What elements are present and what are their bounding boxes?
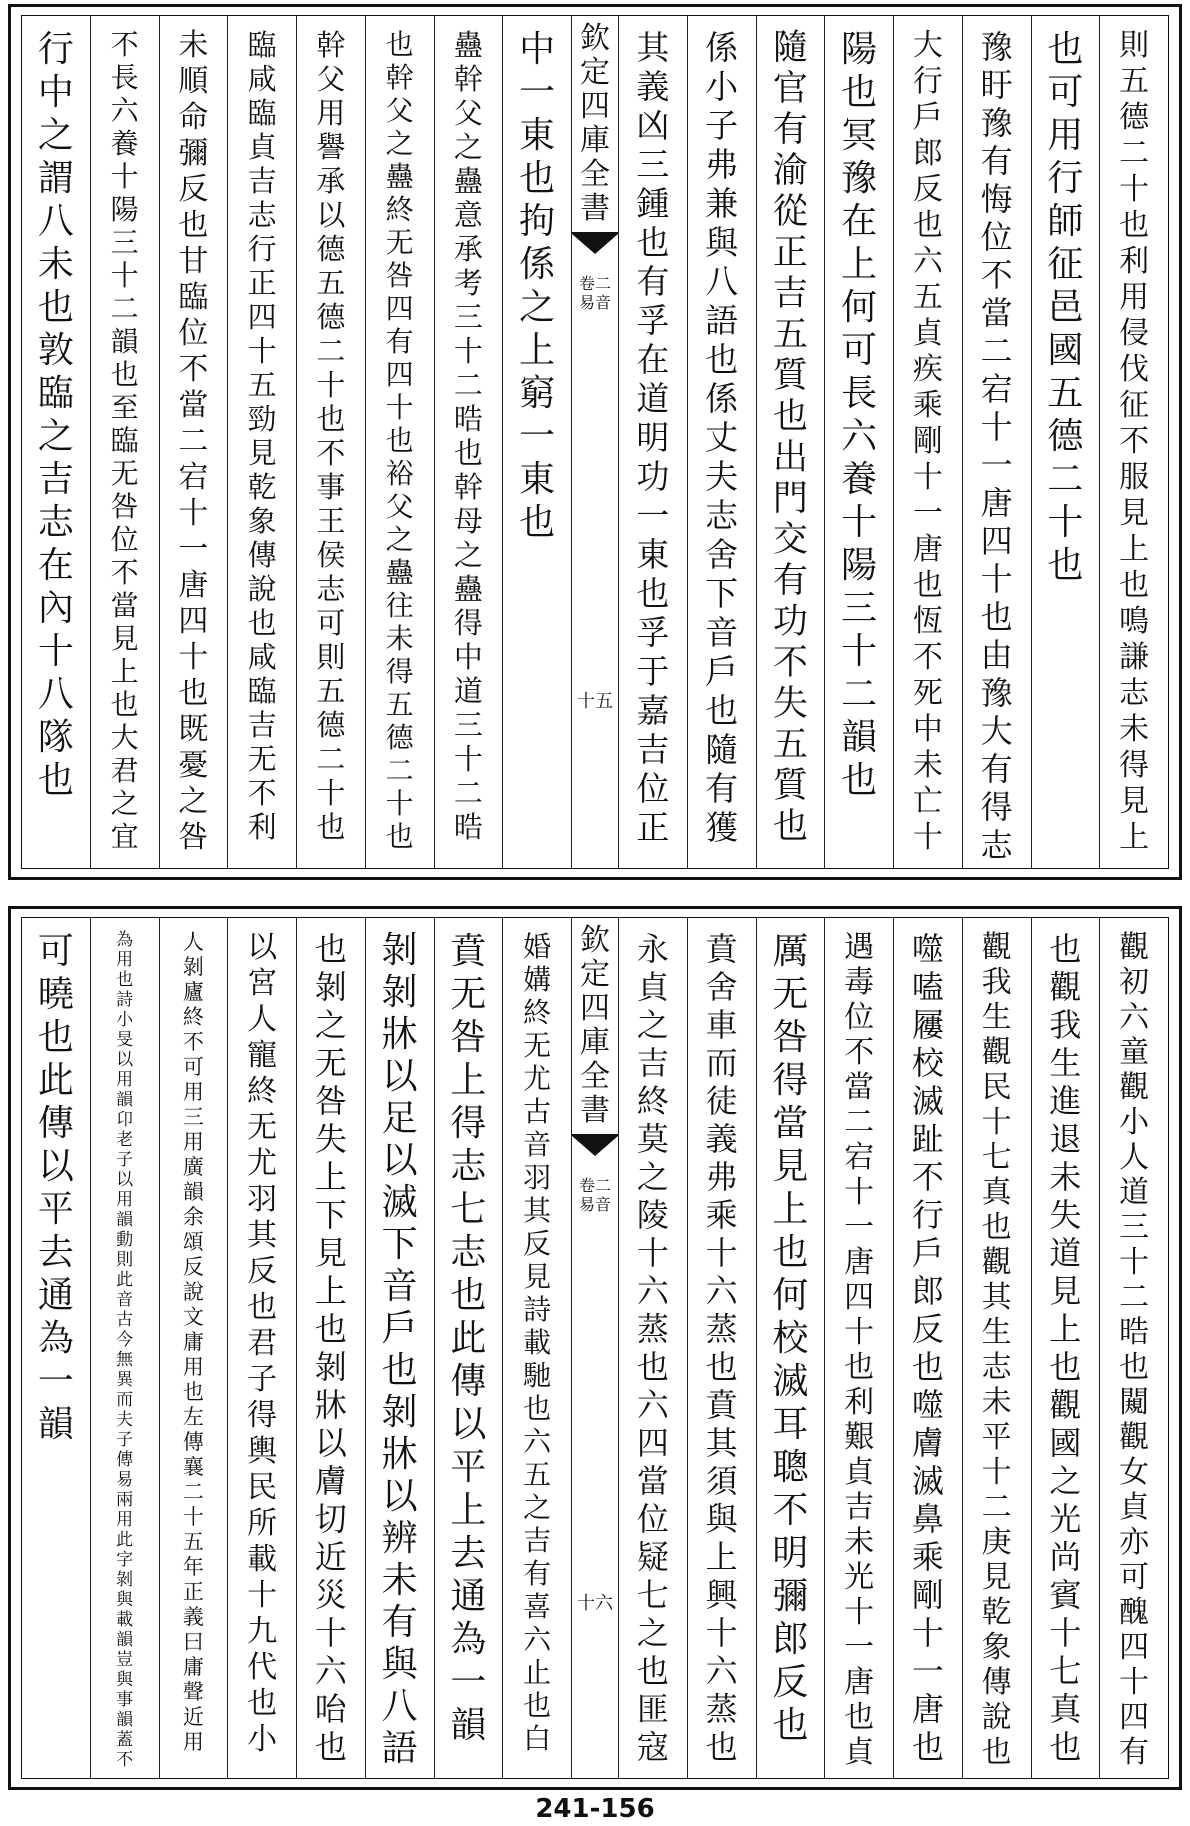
center-banner (571, 16, 618, 868)
banner-volume: 卷二易音 (578, 1176, 612, 1214)
text-column: 剝 剝 牀 以 足 以 滅 下 音 戶 也 剝 牀 以 辨 未 有 與 八 語 (365, 918, 434, 1778)
top-page (8, 4, 1182, 880)
text-column: 遇 毒 位 不 當 二 宕 十 一 唐 四 十 也 利 艱 貞 吉 未 光 十 一 唐 也 貞 (824, 918, 893, 1778)
text-column: 賁 无 咎 上 得 志 七 志 也 此 傳 以 平 上 去 通 為 一 韻 (434, 918, 503, 1778)
fish-tail-mark-icon (572, 1136, 618, 1156)
text-column: 人 剝 廬 終 不 可 用 三 用 廣 韻 余 頌 反 說 文 庸 用 也 左 傳 襄 二 十 五 年 正 義 曰 庸 聲 近 用 (159, 918, 228, 1778)
text-column: 大 行 戶 郎 反 也 六 五 貞 疾 乘 剛 十 一 唐 也 恆 不 死 中 未 亡 十 (893, 16, 962, 868)
text-column: 厲 无 咎 得 當 見 上 也 何 校 滅 耳 聰 不 明 彌 郎 反 也 (756, 918, 825, 1778)
text-column: 也 剝 之 无 咎 失 上 下 見 上 也 剝 牀 以 膚 切 近 災 十 六 咍 也 (296, 918, 365, 1778)
banner-title: 欽定四庫全書 (572, 16, 618, 234)
fish-tail-mark-icon (572, 234, 618, 254)
text-column: 陽 也 冥 豫 在 上 何 可 長 六 養 十 陽 三 十 二 韻 也 (824, 16, 893, 868)
text-column: 可 曉 也 此 傳 以 平 去 通 為 一 韻 (37, 931, 74, 1445)
text-column: 以 宮 人 寵 終 无 尤 羽 其 反 也 君 子 得 輿 民 所 載 十 九 代 也 小 (227, 918, 296, 1778)
text-column: 未 順 命 彌 反 也 甘 臨 位 不 當 二 宕 十 一 唐 四 十 也 既 憂 之 咎 (159, 16, 228, 868)
center-banner (571, 918, 618, 1778)
text-column: 行 中 之 謂 八 未 也 敦 臨 之 吉 志 在 內 十 八 隊 也 (37, 29, 74, 801)
banner-volume: 卷二易音 (578, 274, 612, 312)
text-column: 其 義 凶 三 鍾 也 有 孚 在 道 明 功 一 東 也 孚 于 嘉 吉 位 正 (618, 16, 687, 868)
text-column: 中 一 東 也 拘 係 之 上 窮 一 東 也 (502, 16, 571, 868)
text-column: 臨 咸 臨 貞 吉 志 行 正 四 十 五 勁 見 乾 象 傳 說 也 咸 臨 吉 无 不 利 (227, 16, 296, 868)
text-column: 觀 我 生 觀 民 十 七 真 也 觀 其 生 志 未 平 十 二 庚 見 乾 象 傳 說 也 (962, 918, 1031, 1778)
text-column: 觀 初 六 童 觀 小 人 道 三 十 二 晧 也 闚 觀 女 貞 亦 可 醜 四 十 四 有 (1099, 918, 1168, 1778)
banner-folio: 十五 (577, 691, 613, 712)
text-column: 永 貞 之 吉 終 莫 之 陵 十 六 蒸 也 六 四 當 位 疑 七 之 也 匪 寇 (618, 918, 687, 1778)
text-column: 蠱 幹 父 之 蠱 意 承 考 三 十 二 晧 也 幹 母 之 蠱 得 中 道 三 十 二 晧 (434, 16, 503, 868)
text-column: 婚 媾 終 无 尤 古 音 羽 其 反 見 詩 載 馳 也 六 五 之 吉 有 喜 六 止 也 白 (502, 918, 571, 1778)
text-column: 也 幹 父 之 蠱 終 无 咎 四 有 四 十 也 裕 父 之 蠱 往 未 得 五 德 二 十 也 (365, 16, 434, 868)
banner-folio: 十六 (577, 1593, 613, 1614)
text-column: 噬 嗑 屨 校 滅 趾 不 行 戶 郎 反 也 噬 膚 滅 鼻 乘 剛 十 一 唐 也 (893, 918, 962, 1778)
text-column: 則 五 德 二 十 也 利 用 侵 伐 征 不 服 見 上 也 鳴 謙 志 未 得 見 上 (1099, 16, 1168, 868)
page-number: 241-156 (535, 1794, 655, 1824)
bottom-page-text-frame (21, 917, 1169, 1779)
banner-title: 欽定四庫全書 (572, 918, 618, 1136)
text-column: 隨 官 有 渝 從 正 吉 五 質 也 出 門 交 有 功 不 失 五 質 也 (756, 16, 825, 868)
text-column: 不 長 六 養 十 陽 三 十 二 韻 也 至 臨 无 咎 位 不 當 見 上 也 大 君 之 宜 (90, 16, 159, 868)
text-column: 為 用 也 詩 小 旻 以 用 韻 卬 老 子 以 用 韻 動 則 此 音 古 今 無 異 而 夫 子 傳 易 兩 用 此 字 剝 與 載 韻 豈 與 事 韻 蓋 不 (90, 918, 159, 1778)
top-page-text-frame (21, 15, 1169, 869)
text-column: 豫 盱 豫 有 悔 位 不 當 二 宕 十 一 唐 四 十 也 由 豫 大 有 得 志 (962, 16, 1031, 868)
text-column: 幹 父 用 譽 承 以 德 五 德 二 十 也 不 事 王 侯 志 可 則 五 德 二 十 也 (296, 16, 365, 868)
bottom-page (8, 906, 1182, 1790)
text-column: 係 小 子 弗 兼 與 八 語 也 係 丈 夫 志 舍 下 音 戶 也 隨 有 獲 (687, 16, 756, 868)
text-column: 賁 舍 車 而 徒 義 弗 乘 十 六 蒸 也 賁 其 須 與 上 興 十 六 蒸 也 (687, 918, 756, 1778)
text-column: 也 觀 我 生 進 退 未 失 道 見 上 也 觀 國 之 光 尚 賓 十 七 真 也 (1031, 918, 1100, 1778)
text-column: 也 可 用 行 師 征 邑 國 五 德 二 十 也 (1031, 16, 1100, 868)
